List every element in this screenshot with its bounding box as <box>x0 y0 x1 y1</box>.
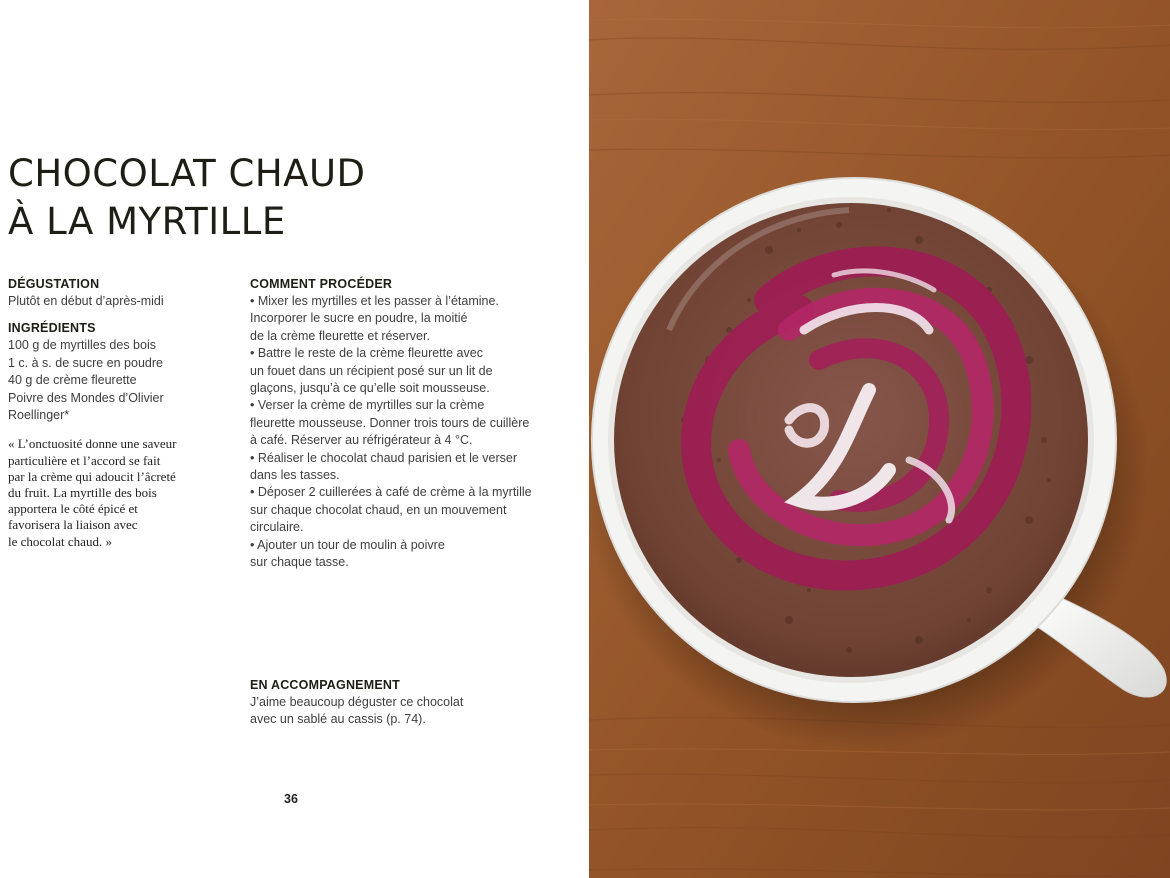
page-number: 36 <box>284 792 298 806</box>
ingredient-line: Roellinger* <box>8 408 70 423</box>
quote-line: apportera le côté épicé et <box>8 501 138 517</box>
left-column <box>8 276 236 550</box>
ingredient-line: Poivre des Mondes d’Olivier <box>8 390 164 405</box>
method-line: fleurette mousseuse. Donner trois tours de cuillère <box>250 415 530 430</box>
method-line: • Verser la crème de myrtilles sur la crème <box>250 398 485 413</box>
method-line: glaçons, jusqu’à ce qu’elle soit mousseuse. <box>250 381 490 396</box>
method-heading: COMMENT PROCÉDER <box>250 277 393 291</box>
method-line: dans les tasses. <box>250 468 340 483</box>
method-column <box>250 276 582 572</box>
accompaniment-section <box>250 677 582 729</box>
ingredient-line: 40 g de crème fleurette <box>8 373 137 388</box>
quote-line: par la crème qui adoucit l’âcreté <box>8 468 176 484</box>
method-line: circulaire. <box>250 520 304 535</box>
method-line: • Ajouter un tour de moulin à poivre <box>250 537 445 552</box>
ingredient-line: 100 g de myrtilles des bois <box>8 338 156 353</box>
ingredient-line: 1 c. à s. de sucre en poudre <box>8 355 163 370</box>
method-line: • Réaliser le chocolat chaud parisien et le verser <box>250 450 518 465</box>
degustation-text: Plutôt en début d’après-midi <box>8 294 164 308</box>
quote-line: particulière et l’accord se fait <box>8 452 161 468</box>
recipe-title <box>8 150 366 246</box>
method-line: • Mixer les myrtilles et les passer à l’étamine. <box>250 294 499 308</box>
recipe-title-line-2: À LA MYRTILLE <box>8 200 286 243</box>
recipe-title-line-1: CHOCOLAT CHAUD <box>8 152 366 195</box>
degustation-heading: DÉGUSTATION <box>8 277 100 291</box>
method-line: sur chaque chocolat chaud, en un mouvement <box>250 502 507 517</box>
method-line: à café. Réserver au réfrigérateur à 4 °C. <box>250 433 473 448</box>
method-line: Incorporer le sucre en poudre, la moitié <box>250 311 468 326</box>
method-line: un fouet dans un récipient posé sur un lit de <box>250 363 493 378</box>
method-line: de la crème fleurette et réserver. <box>250 328 430 343</box>
chef-quote <box>8 436 236 549</box>
accompaniment-heading: EN ACCOMPAGNEMENT <box>250 678 400 692</box>
accompaniment-line: avec un sablé au cassis (p. 74). <box>250 712 426 727</box>
quote-line: du fruit. La myrtille des bois <box>8 485 157 501</box>
method-line: • Battre le reste de la crème fleurette avec <box>250 346 483 361</box>
hot-chocolate-cup-photo <box>589 0 1170 878</box>
ingredients-heading: INGRÉDIENTS <box>8 321 96 336</box>
quote-line: le chocolat chaud. » <box>8 533 112 549</box>
method-line: • Déposer 2 cuillerées à café de crème à la myrtille <box>250 485 532 500</box>
accompaniment-line: J’aime beaucoup déguster ce chocolat <box>250 695 464 709</box>
method-line: sur chaque tasse. <box>250 555 349 570</box>
quote-line: « L’onctuosité donne une saveur <box>8 436 177 452</box>
quote-line: favorisera la liaison avec <box>8 517 138 533</box>
